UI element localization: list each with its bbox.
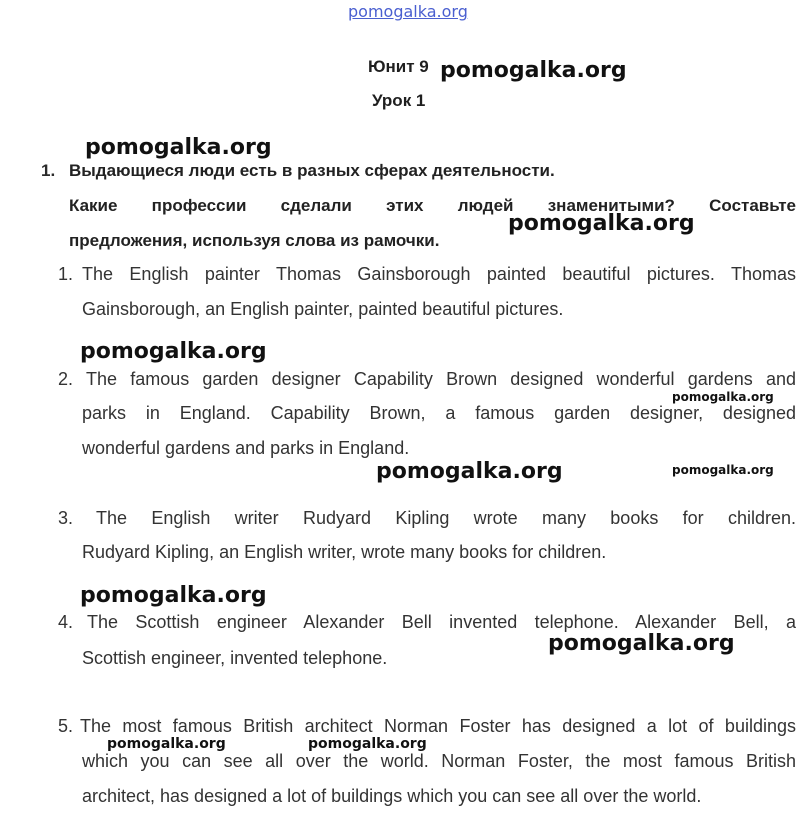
answer-2-line-2: parks in England. Capability Brown, a famous garden designer, designed: [82, 403, 796, 423]
site-link[interactable]: pomogalka.org: [348, 2, 468, 21]
answer-1-line-2: Gainsborough, an English painter, painted beautiful pictures.: [82, 299, 564, 319]
watermark: pomogalka.org: [508, 211, 695, 236]
answer-3-line-2: Rudyard Kipling, an English writer, wrote many books for children.: [82, 542, 607, 562]
lesson-title: Урок 1: [372, 91, 426, 110]
watermark: pomogalka.org: [376, 459, 563, 484]
task-line-3: предложения, используя слова из рамочки.: [69, 231, 440, 250]
answer-5-line-1: The most famous British architect Norman Foster has designed a lot of buildings: [80, 716, 796, 736]
task-line-2: Какие профессии сделали этих людей знаменитыми? Составьте: [69, 196, 796, 215]
watermark: pomogalka.org: [672, 390, 774, 404]
watermark: pomogalka.org: [440, 58, 627, 83]
watermark: pomogalka.org: [308, 736, 427, 752]
watermark: pomogalka.org: [107, 736, 226, 752]
answer-5-line-2: which you can see all over the world. Norman Foster, the most famous British: [82, 751, 796, 771]
answer-3-line-1: The English writer Rudyard Kipling wrote many books for children.: [96, 508, 796, 528]
answer-4-line-1: The Scottish engineer Alexander Bell invented telephone. Alexander Bell, a: [87, 612, 796, 632]
task-line-1: Выдающиеся люди есть в разных сферах деятельности.: [69, 161, 555, 180]
answer-3-number: 3.: [58, 508, 74, 528]
watermark: pomogalka.org: [85, 135, 272, 160]
answer-4-number: 4.: [58, 612, 74, 632]
answer-1-line-1: The English painter Thomas Gainsborough painted beautiful pictures. Thomas: [82, 264, 796, 284]
answer-4-line-2: Scottish engineer, invented telephone.: [82, 648, 388, 668]
unit-title: Юнит 9: [368, 57, 429, 76]
watermark: pomogalka.org: [80, 583, 267, 608]
answer-2-number: 2.: [58, 369, 74, 389]
task-number: 1.: [41, 161, 56, 180]
watermark: pomogalka.org: [672, 463, 774, 477]
watermark: pomogalka.org: [548, 631, 735, 656]
answer-1-number: 1.: [58, 264, 74, 284]
answer-5-number: 5.: [58, 716, 74, 736]
watermark: pomogalka.org: [80, 339, 267, 364]
answer-5-line-3: architect, has designed a lot of buildings which you can see all over the world.: [82, 786, 702, 806]
answer-2-line-3: wonderful gardens and parks in England.: [82, 438, 410, 458]
answer-2-line-1: The famous garden designer Capability Brown designed wonderful gardens and: [86, 369, 796, 389]
